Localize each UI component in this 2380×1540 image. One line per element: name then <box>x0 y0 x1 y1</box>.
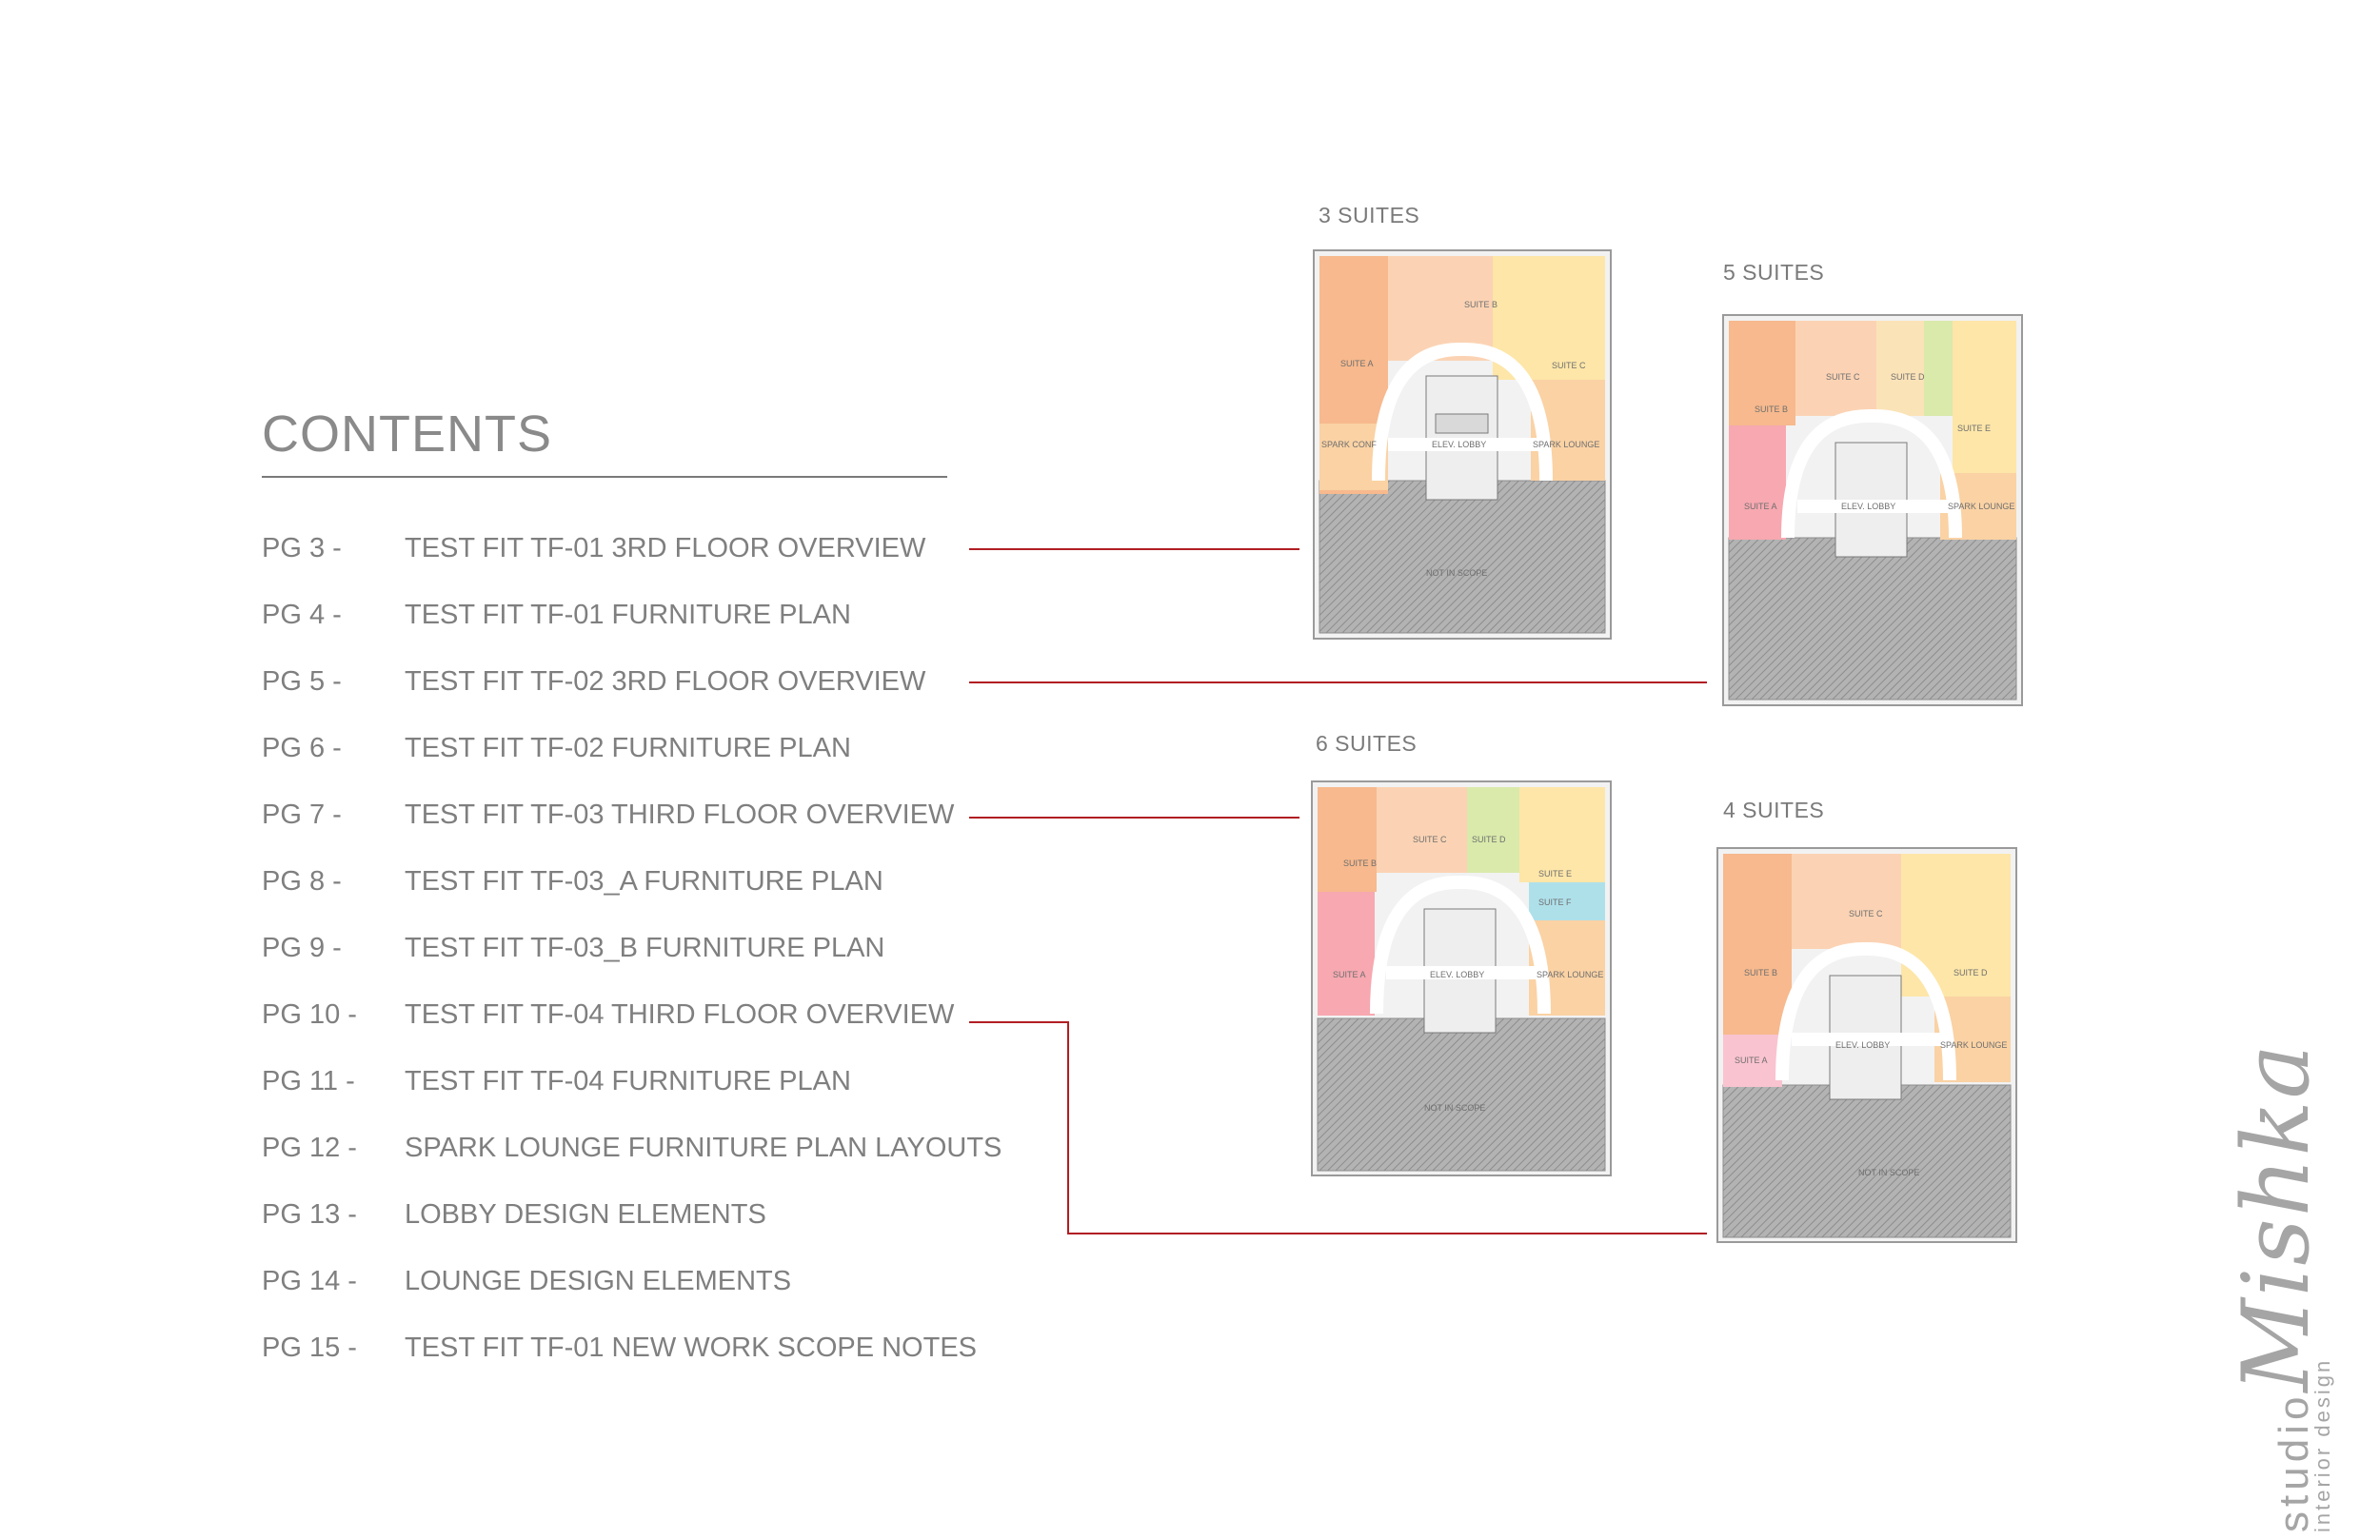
suite-label: SUITE C <box>1826 372 1860 382</box>
suite-label: SUITE A <box>1333 970 1366 979</box>
toc-title: TEST FIT TF-01 NEW WORK SCOPE NOTES <box>405 1333 978 1363</box>
toc-title: LOBBY DESIGN ELEMENTS <box>405 1199 766 1230</box>
suite-label: SUITE A <box>1340 359 1374 368</box>
suite-label: SUITE B <box>1744 968 1778 977</box>
suite-label: NOT IN SCOPE <box>1858 1168 1920 1177</box>
floor-plan-4-suites[interactable] <box>1716 842 2018 1244</box>
suite-label: SPARK LOUNGE <box>1537 970 1604 979</box>
toc-page: PG 15 - <box>262 1333 357 1363</box>
suite-label: ELEV. LOBBY <box>1432 440 1487 449</box>
toc-title: LOUNGE DESIGN ELEMENTS <box>405 1266 792 1296</box>
toc-page: PG 11 - <box>262 1066 355 1096</box>
toc-title: TEST FIT TF-03_A FURNITURE PLAN <box>405 866 883 897</box>
leader-line-pg5 <box>969 681 1707 683</box>
toc-title: TEST FIT TF-01 3RD FLOOR OVERVIEW <box>405 533 926 563</box>
floor-plan-6-suites[interactable] <box>1310 776 1613 1177</box>
studio-mishka-logo <box>2223 1042 2334 1532</box>
suite-label: SUITE B <box>1343 859 1378 868</box>
toc-title: SPARK LOUNGE FURNITURE PLAN LAYOUTS <box>405 1133 1002 1163</box>
suite-label: ELEV. LOBBY <box>1841 502 1896 511</box>
contents-rule <box>262 476 947 478</box>
toc-page: PG 6 - <box>262 733 342 763</box>
suite-label: ELEV. LOBBY <box>1835 1040 1891 1050</box>
toc-page: PG 8 - <box>262 866 342 897</box>
suite-label: SUITE C <box>1413 835 1447 844</box>
suite-label: SUITE E <box>1957 424 1992 433</box>
suite-label: NOT IN SCOPE <box>1424 1103 1486 1113</box>
leader-line-pg10-b <box>1067 1021 1069 1234</box>
toc-page: PG 7 - <box>262 800 342 830</box>
suite-label: SUITE F <box>1538 898 1572 907</box>
suite-label: SUITE A <box>1735 1056 1768 1065</box>
plan-label-3-suites: 3 SUITES <box>1319 203 1420 227</box>
toc-title: TEST FIT TF-02 3RD FLOOR OVERVIEW <box>405 666 926 697</box>
suite-label: SPARK CONF <box>1321 440 1377 449</box>
suite-label: SUITE B <box>1464 300 1498 309</box>
toc-title: TEST FIT TF-04 FURNITURE PLAN <box>405 1066 851 1096</box>
toc-title: TEST FIT TF-04 THIRD FLOOR OVERVIEW <box>405 999 955 1030</box>
toc-title: TEST FIT TF-02 FURNITURE PLAN <box>405 733 851 763</box>
toc-title: TEST FIT TF-03_B FURNITURE PLAN <box>405 933 885 963</box>
logo-studio: studio <box>2271 1392 2317 1532</box>
suite-label: SUITE C <box>1552 361 1586 370</box>
suite-label: SUITE D <box>1954 968 1988 977</box>
suite-label: NOT IN SCOPE <box>1426 568 1488 578</box>
suite-label: SUITE B <box>1755 405 1789 414</box>
suite-label: SUITE A <box>1744 502 1777 511</box>
floor-plan-5-suites[interactable] <box>1721 309 2024 707</box>
toc-page: PG 13 - <box>262 1199 357 1230</box>
leader-line-pg7 <box>969 817 1299 819</box>
suite-label: SUITE C <box>1849 909 1883 918</box>
leader-line-pg10-c <box>1067 1233 1707 1234</box>
leader-line-pg10-a <box>969 1021 1069 1023</box>
plan-label-6-suites: 6 SUITES <box>1316 731 1418 756</box>
toc-page: PG 4 - <box>262 600 342 630</box>
toc-page: PG 3 - <box>262 533 342 563</box>
suite-label: SPARK LOUNGE <box>1533 440 1600 449</box>
suite-label: SPARK LOUNGE <box>1940 1040 2008 1050</box>
leader-line-pg3 <box>969 548 1299 550</box>
toc-page: PG 5 - <box>262 666 342 697</box>
plan-label-5-suites: 5 SUITES <box>1723 260 1825 285</box>
toc-page: PG 10 - <box>262 999 357 1030</box>
toc-title: TEST FIT TF-03 THIRD FLOOR OVERVIEW <box>405 800 955 830</box>
suite-label: ELEV. LOBBY <box>1430 970 1485 979</box>
logo-mishka: Mishka <box>2223 1042 2330 1392</box>
suite-label: SPARK LOUNGE <box>1948 502 2015 511</box>
toc-page: PG 14 - <box>262 1266 357 1296</box>
suite-label: SUITE D <box>1472 835 1506 844</box>
toc-page: PG 12 - <box>262 1133 357 1163</box>
plan-label-4-suites: 4 SUITES <box>1723 798 1825 822</box>
suite-label: SUITE D <box>1891 372 1925 382</box>
toc-title: TEST FIT TF-01 FURNITURE PLAN <box>405 600 851 630</box>
contents-title: CONTENTS <box>262 405 552 463</box>
suite-label: SUITE E <box>1538 869 1573 879</box>
logo-tagline: interior design <box>2311 1357 2334 1532</box>
floor-plan-3-suites[interactable] <box>1312 243 1613 641</box>
toc-page: PG 9 - <box>262 933 342 963</box>
